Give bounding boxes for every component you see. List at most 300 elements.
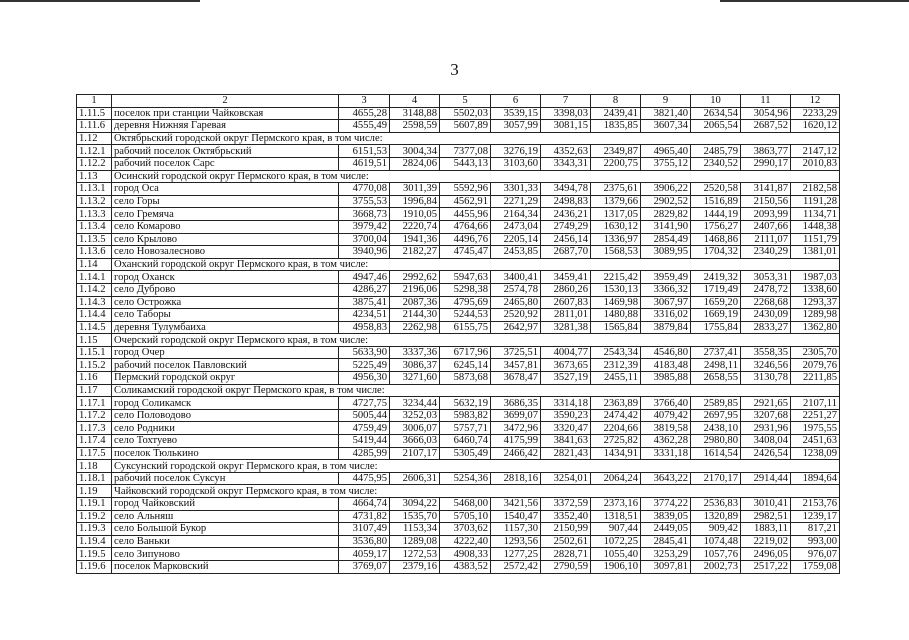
row-code: 1.13.2: [77, 195, 112, 208]
value-cell: 976,07: [791, 548, 840, 561]
value-cell: 2340,29: [741, 246, 791, 259]
row-code: 1.14.1: [77, 271, 112, 284]
section-row: [77, 334, 840, 347]
value-cell: 1289,08: [390, 535, 440, 548]
value-cell: 1975,55: [791, 422, 840, 435]
value-cell: 3725,51: [491, 346, 541, 359]
row-code: 1.19.2: [77, 510, 112, 523]
row-code: 1.11.5: [77, 107, 112, 120]
value-cell: 1630,12: [591, 220, 641, 233]
value-cell: 1293,56: [491, 535, 541, 548]
value-cell: 1759,08: [791, 560, 840, 573]
section-title: Октябрьский городской округ Пермского края, в том числе:: [112, 132, 840, 145]
value-cell: 2204,66: [591, 422, 641, 435]
value-cell: 6460,74: [440, 435, 491, 448]
value-cell: 3686,35: [491, 397, 541, 410]
row-code: 1.17.5: [77, 447, 112, 460]
value-cell: 2854,49: [641, 233, 691, 246]
section-title: Осинский городской округ Пермского края, в том числе:: [112, 170, 840, 183]
value-cell: 3703,62: [440, 523, 491, 536]
value-cell: 3141,90: [641, 220, 691, 233]
value-cell: 3421,56: [491, 498, 541, 511]
value-cell: 2340,52: [691, 157, 741, 170]
value-cell: 3766,40: [641, 397, 691, 410]
value-cell: 2419,32: [691, 271, 741, 284]
row-code: 1.17: [77, 384, 112, 397]
row-code: 1.13.1: [77, 183, 112, 196]
value-cell: 2215,42: [591, 271, 641, 284]
table-row: [77, 246, 840, 259]
row-name: село Новозалесново: [112, 246, 339, 259]
row-name: рабочий поселок Суксун: [112, 472, 339, 485]
section-title: Чайковский городской округ Пермского края, в том числе:: [112, 485, 840, 498]
value-cell: 1157,30: [491, 523, 541, 536]
value-cell: 3372,59: [541, 498, 591, 511]
row-name: село Горы: [112, 195, 339, 208]
value-cell: 4745,47: [440, 246, 491, 259]
row-name: город Чайковский: [112, 498, 339, 511]
value-cell: 3331,18: [641, 447, 691, 460]
value-cell: 1362,80: [791, 321, 840, 334]
value-cell: 3979,42: [339, 220, 390, 233]
value-cell: 1317,05: [591, 208, 641, 221]
row-code: 1.16: [77, 372, 112, 385]
header-cell: 4: [390, 95, 440, 108]
value-cell: 4059,17: [339, 548, 390, 561]
header-cell: 6: [491, 95, 541, 108]
header-cell: 12: [791, 95, 840, 108]
value-cell: 2436,21: [541, 208, 591, 221]
value-cell: 4555,49: [339, 120, 390, 133]
value-cell: 2312,39: [591, 359, 641, 372]
header-cell: 8: [591, 95, 641, 108]
row-code: 1.19: [77, 485, 112, 498]
value-cell: 1272,53: [390, 548, 440, 561]
value-cell: 2687,70: [541, 246, 591, 259]
value-cell: 6151,53: [339, 145, 390, 158]
value-cell: 2065,54: [691, 120, 741, 133]
value-cell: 3863,77: [741, 145, 791, 158]
row-name: город Соликамск: [112, 397, 339, 410]
value-cell: 3086,37: [390, 359, 440, 372]
value-cell: 3094,22: [390, 498, 440, 511]
value-cell: 3769,07: [339, 560, 390, 573]
table-row: [77, 309, 840, 322]
table-row: [77, 548, 840, 561]
value-cell: 6155,75: [440, 321, 491, 334]
value-cell: 3398,03: [541, 107, 591, 120]
value-cell: 2536,83: [691, 498, 741, 511]
value-cell: 2439,41: [591, 107, 641, 120]
value-cell: 3839,05: [641, 510, 691, 523]
value-cell: 3004,34: [390, 145, 440, 158]
table-row: [77, 208, 840, 221]
row-code: 1.15.2: [77, 359, 112, 372]
row-code: 1.19.5: [77, 548, 112, 561]
value-cell: 4664,74: [339, 498, 390, 511]
section-row: [77, 170, 840, 183]
value-cell: 5502,03: [440, 107, 491, 120]
table-body: [77, 107, 840, 573]
value-cell: 4285,99: [339, 447, 390, 460]
value-cell: 5632,19: [440, 397, 491, 410]
value-cell: 2453,85: [491, 246, 541, 259]
value-cell: 4286,27: [339, 283, 390, 296]
value-cell: 2153,76: [791, 498, 840, 511]
value-cell: 3010,41: [741, 498, 791, 511]
value-cell: 3234,44: [390, 397, 440, 410]
section-row: [77, 485, 840, 498]
row-name: город Оса: [112, 183, 339, 196]
value-cell: 2543,34: [591, 346, 641, 359]
value-cell: 4183,48: [641, 359, 691, 372]
value-cell: 5873,68: [440, 372, 491, 385]
value-cell: 1614,54: [691, 447, 741, 460]
value-cell: 2150,56: [741, 195, 791, 208]
value-cell: 1516,89: [691, 195, 741, 208]
value-cell: 1620,12: [791, 120, 840, 133]
table-row: [77, 321, 840, 334]
row-name: рабочий поселок Октябрьский: [112, 145, 339, 158]
value-cell: 2687,52: [741, 120, 791, 133]
value-cell: 2150,99: [541, 523, 591, 536]
value-cell: 2496,05: [741, 548, 791, 561]
value-cell: 2520,58: [691, 183, 741, 196]
value-cell: 2811,01: [541, 309, 591, 322]
value-cell: 1239,17: [791, 510, 840, 523]
value-cell: 4965,40: [641, 145, 691, 158]
value-cell: 2517,22: [741, 560, 791, 573]
value-cell: 1469,98: [591, 296, 641, 309]
value-cell: 2992,62: [390, 271, 440, 284]
value-cell: 3819,58: [641, 422, 691, 435]
row-code: 1.17.3: [77, 422, 112, 435]
value-cell: 2087,36: [390, 296, 440, 309]
table-row: [77, 220, 840, 233]
value-cell: 1941,36: [390, 233, 440, 246]
value-cell: 3755,12: [641, 157, 691, 170]
value-cell: 2502,61: [541, 535, 591, 548]
value-cell: 2205,14: [491, 233, 541, 246]
value-cell: 1987,03: [791, 271, 840, 284]
value-cell: 2107,17: [390, 447, 440, 460]
table-row: [77, 560, 840, 573]
value-cell: 3494,78: [541, 183, 591, 196]
data-table: [76, 94, 840, 574]
row-name: село Дуброво: [112, 283, 339, 296]
value-cell: 2438,10: [691, 422, 741, 435]
value-cell: 3906,22: [641, 183, 691, 196]
value-cell: 3959,49: [641, 271, 691, 284]
value-cell: 1535,70: [390, 510, 440, 523]
value-cell: 1338,60: [791, 283, 840, 296]
value-cell: 3276,19: [491, 145, 541, 158]
value-cell: 3643,22: [641, 472, 691, 485]
row-code: 1.14.3: [77, 296, 112, 309]
value-cell: 3774,22: [641, 498, 691, 511]
value-cell: 3271,60: [390, 372, 440, 385]
value-cell: 4619,51: [339, 157, 390, 170]
table-row: [77, 283, 840, 296]
value-cell: 1530,13: [591, 283, 641, 296]
value-cell: 2465,80: [491, 296, 541, 309]
value-cell: 3301,33: [491, 183, 541, 196]
value-cell: 3400,41: [491, 271, 541, 284]
value-cell: 3678,47: [491, 372, 541, 385]
table-row: [77, 435, 840, 448]
table-row: [77, 397, 840, 410]
row-code: 1.15: [77, 334, 112, 347]
value-cell: 2824,06: [390, 157, 440, 170]
value-cell: 4222,40: [440, 535, 491, 548]
value-cell: 3316,02: [641, 309, 691, 322]
row-code: 1.11.6: [77, 120, 112, 133]
value-cell: 1318,51: [591, 510, 641, 523]
value-cell: 1906,10: [591, 560, 641, 573]
row-name: рабочий поселок Сарс: [112, 157, 339, 170]
table-row: [77, 271, 840, 284]
row-code: 1.19.1: [77, 498, 112, 511]
value-cell: 3207,68: [741, 409, 791, 422]
value-cell: 6717,96: [440, 346, 491, 359]
value-cell: 2818,16: [491, 472, 541, 485]
value-cell: 3053,31: [741, 271, 791, 284]
value-cell: 4383,52: [440, 560, 491, 573]
value-cell: 3148,88: [390, 107, 440, 120]
row-code: 1.17.1: [77, 397, 112, 410]
value-cell: 2860,26: [541, 283, 591, 296]
value-cell: 3130,78: [741, 372, 791, 385]
value-cell: 1448,38: [791, 220, 840, 233]
header-cell: 7: [541, 95, 591, 108]
value-cell: 2220,74: [390, 220, 440, 233]
value-cell: 3607,34: [641, 120, 691, 133]
row-name: село Таборы: [112, 309, 339, 322]
row-name: поселок при станции Чайковская: [112, 107, 339, 120]
row-code: 1.17.4: [77, 435, 112, 448]
value-cell: 2790,59: [541, 560, 591, 573]
section-row: [77, 460, 840, 473]
value-cell: 4764,66: [440, 220, 491, 233]
value-cell: 2455,11: [591, 372, 641, 385]
value-cell: 2833,27: [741, 321, 791, 334]
value-cell: 2473,04: [491, 220, 541, 233]
value-cell: 4234,51: [339, 309, 390, 322]
value-cell: 1894,64: [791, 472, 840, 485]
value-cell: 3821,40: [641, 107, 691, 120]
value-cell: 1669,19: [691, 309, 741, 322]
row-name: Пермский городской округ: [112, 372, 339, 385]
value-cell: 4562,91: [440, 195, 491, 208]
table-row: [77, 107, 840, 120]
value-cell: 1835,85: [591, 120, 641, 133]
value-cell: 2363,89: [591, 397, 641, 410]
value-cell: 2737,41: [691, 346, 741, 359]
value-cell: 2485,79: [691, 145, 741, 158]
value-cell: 4175,99: [491, 435, 541, 448]
row-name: поселок Марковский: [112, 560, 339, 573]
row-code: 1.14: [77, 258, 112, 271]
value-cell: 3841,63: [541, 435, 591, 448]
value-cell: 2251,27: [791, 409, 840, 422]
value-cell: 1238,09: [791, 447, 840, 460]
value-cell: 3089,95: [641, 246, 691, 259]
value-cell: 3246,56: [741, 359, 791, 372]
section-title: Суксунский городской округ Пермского края, в том числе:: [112, 460, 840, 473]
value-cell: 2144,30: [390, 309, 440, 322]
table-header-row: [77, 95, 840, 108]
value-cell: 2262,98: [390, 321, 440, 334]
value-cell: 3314,18: [541, 397, 591, 410]
value-cell: 3081,15: [541, 120, 591, 133]
row-code: 1.19.6: [77, 560, 112, 573]
table-row: [77, 447, 840, 460]
row-name: село Комарово: [112, 220, 339, 233]
value-cell: 4908,33: [440, 548, 491, 561]
value-cell: 3940,96: [339, 246, 390, 259]
value-cell: 2914,44: [741, 472, 791, 485]
row-code: 1.13.5: [77, 233, 112, 246]
row-code: 1.13: [77, 170, 112, 183]
row-name: село Гремяча: [112, 208, 339, 221]
value-cell: 1379,66: [591, 195, 641, 208]
value-cell: 3252,03: [390, 409, 440, 422]
value-cell: 3673,65: [541, 359, 591, 372]
value-cell: 2828,71: [541, 548, 591, 561]
header-cell: 1: [77, 95, 112, 108]
row-code: 1.19.3: [77, 523, 112, 536]
value-cell: 1153,34: [390, 523, 440, 536]
row-name: село Ваньки: [112, 535, 339, 548]
table-row: [77, 296, 840, 309]
value-cell: 1719,49: [691, 283, 741, 296]
table-row: [77, 523, 840, 536]
value-cell: 1480,88: [591, 309, 641, 322]
value-cell: 2451,63: [791, 435, 840, 448]
value-cell: 2268,68: [741, 296, 791, 309]
value-cell: 3668,73: [339, 208, 390, 221]
value-cell: 3985,88: [641, 372, 691, 385]
value-cell: 2982,51: [741, 510, 791, 523]
value-cell: 3457,81: [491, 359, 541, 372]
value-cell: 1072,25: [591, 535, 641, 548]
value-cell: 2200,75: [591, 157, 641, 170]
value-cell: 4004,77: [541, 346, 591, 359]
section-title: Соликамский городской округ Пермского края, в том числе:: [112, 384, 840, 397]
top-rule-right: [720, 0, 909, 2]
section-title: Оханский городской округ Пермского края, в том числе:: [112, 258, 840, 271]
row-code: 1.13.4: [77, 220, 112, 233]
value-cell: 2271,29: [491, 195, 541, 208]
row-name: рабочий поселок Павловский: [112, 359, 339, 372]
value-cell: 2219,02: [741, 535, 791, 548]
value-cell: 3755,53: [339, 195, 390, 208]
value-cell: 2478,72: [741, 283, 791, 296]
value-cell: 2498,83: [541, 195, 591, 208]
value-cell: 7377,08: [440, 145, 491, 158]
row-name: село Родники: [112, 422, 339, 435]
value-cell: 2064,24: [591, 472, 641, 485]
value-cell: 4475,95: [339, 472, 390, 485]
row-name: село Тохтуево: [112, 435, 339, 448]
value-cell: 2466,42: [491, 447, 541, 460]
value-cell: 2589,85: [691, 397, 741, 410]
row-code: 1.14.5: [77, 321, 112, 334]
row-code: 1.14.2: [77, 283, 112, 296]
row-name: деревня Нижняя Гаревая: [112, 120, 339, 133]
value-cell: 4079,42: [641, 409, 691, 422]
value-cell: 1468,86: [691, 233, 741, 246]
value-cell: 5298,38: [440, 283, 491, 296]
row-code: 1.14.4: [77, 309, 112, 322]
value-cell: 6245,14: [440, 359, 491, 372]
section-row: [77, 132, 840, 145]
value-cell: 4731,82: [339, 510, 390, 523]
value-cell: 5244,53: [440, 309, 491, 322]
value-cell: 2449,05: [641, 523, 691, 536]
value-cell: 2607,83: [541, 296, 591, 309]
row-name: село Острожка: [112, 296, 339, 309]
value-cell: 5592,96: [440, 183, 491, 196]
value-cell: 3666,03: [390, 435, 440, 448]
value-cell: 2606,31: [390, 472, 440, 485]
value-cell: 1565,84: [591, 321, 641, 334]
value-cell: 4958,83: [339, 321, 390, 334]
value-cell: 5443,13: [440, 157, 491, 170]
table-row: [77, 372, 840, 385]
value-cell: 4770,08: [339, 183, 390, 196]
value-cell: 1074,48: [691, 535, 741, 548]
table-row: [77, 145, 840, 158]
value-cell: 3011,39: [390, 183, 440, 196]
row-name: село Крылово: [112, 233, 339, 246]
value-cell: 3408,04: [741, 435, 791, 448]
value-cell: 2572,42: [491, 560, 541, 573]
value-cell: 4655,28: [339, 107, 390, 120]
value-cell: 2379,16: [390, 560, 440, 573]
value-cell: 2170,17: [691, 472, 741, 485]
value-cell: 2821,43: [541, 447, 591, 460]
value-cell: 2598,59: [390, 120, 440, 133]
value-cell: 2233,29: [791, 107, 840, 120]
value-cell: 3539,15: [491, 107, 541, 120]
value-cell: 3281,38: [541, 321, 591, 334]
value-cell: 2634,54: [691, 107, 741, 120]
value-cell: 1755,84: [691, 321, 741, 334]
value-cell: 4546,80: [641, 346, 691, 359]
header-cell: 11: [741, 95, 791, 108]
value-cell: 3558,35: [741, 346, 791, 359]
value-cell: 5633,90: [339, 346, 390, 359]
value-cell: 5225,49: [339, 359, 390, 372]
row-name: город Оханск: [112, 271, 339, 284]
row-code: 1.12.2: [77, 157, 112, 170]
value-cell: 3343,31: [541, 157, 591, 170]
section-title: Очерский городской округ Пермского края, в том числе:: [112, 334, 840, 347]
value-cell: 2845,41: [641, 535, 691, 548]
value-cell: 1134,71: [791, 208, 840, 221]
value-cell: 2002,73: [691, 560, 741, 573]
value-cell: 3103,60: [491, 157, 541, 170]
value-cell: 1057,76: [691, 548, 741, 561]
section-row: [77, 384, 840, 397]
row-code: 1.18: [77, 460, 112, 473]
value-cell: 3352,40: [541, 510, 591, 523]
value-cell: 4496,76: [440, 233, 491, 246]
row-code: 1.18.1: [77, 472, 112, 485]
value-cell: 5983,82: [440, 409, 491, 422]
row-name: город Очер: [112, 346, 339, 359]
